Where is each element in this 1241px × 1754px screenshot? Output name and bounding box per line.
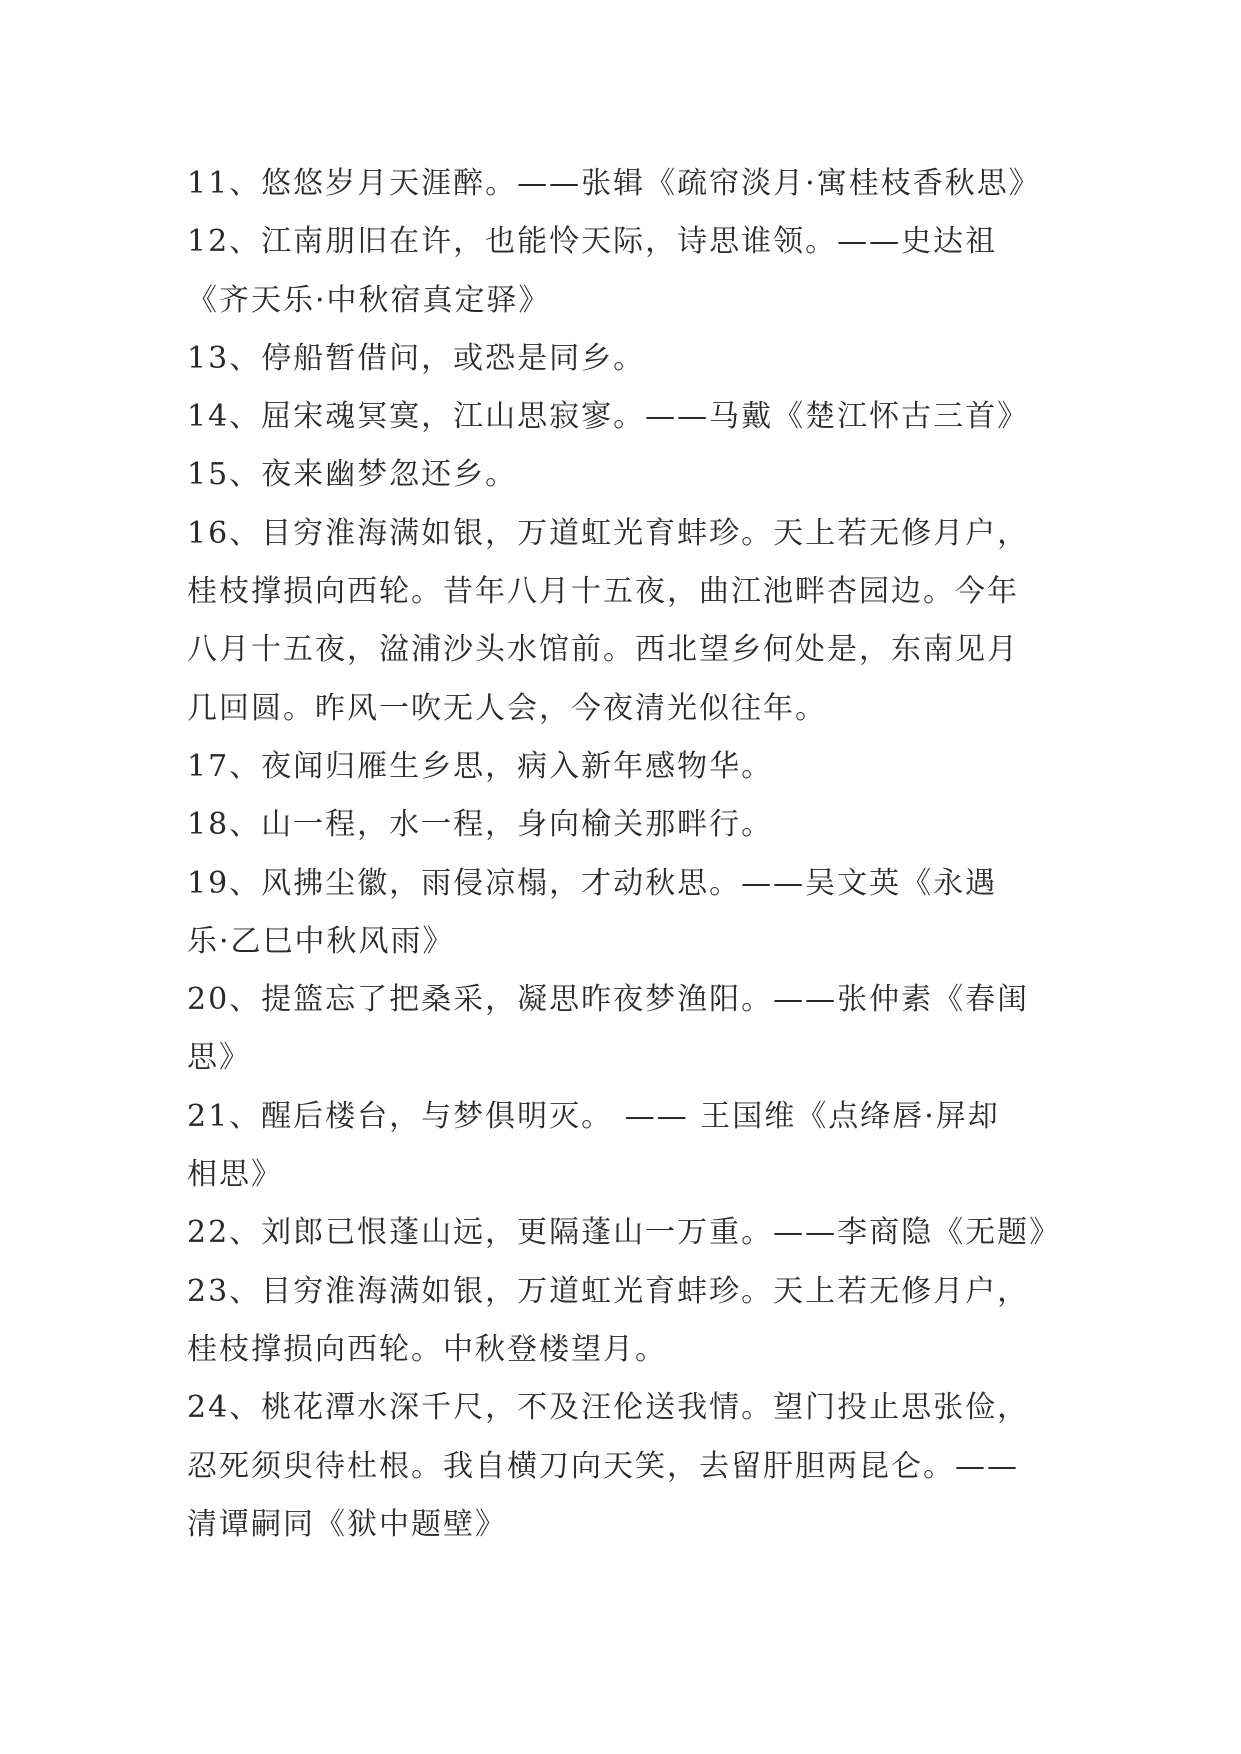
text-line: 13、停船暂借问，或恐是同乡。 — [187, 340, 646, 376]
text-line: 《齐天乐·中秋宿真定驿》 — [187, 282, 551, 318]
text-line: 桂枝撑损向西轮。昔年八月十五夜，曲江池畔杏园边。今年 — [187, 574, 1019, 610]
text-line: 16、目穷淮海满如银，万道虹光育蚌珍。天上若无修月户， — [187, 515, 1030, 551]
text-line: 23、目穷淮海满如银，万道虹光育蚌珍。天上若无修月户， — [187, 1273, 1030, 1309]
text-line: 几回圆。昨风一吹无人会，今夜清光似往年。 — [187, 690, 827, 726]
text-line: 20、提篮忘了把桑采，凝思昨夜梦渔阳。——张仲素《春闺 — [187, 982, 1030, 1018]
text-line: 12、江南朋旧在许，也能怜天际，诗思谁领。——史达祖 — [187, 224, 998, 260]
text-line: 乐·乙巳中秋风雨》 — [187, 923, 455, 959]
text-line: 11、悠悠岁月天涯醉。——张辑《疏帘淡月·寓桂枝香秋思》 — [187, 166, 1041, 201]
document-body — [187, 155, 1067, 1554]
text-line: 22、刘郎已恨蓬山远，更隔蓬山一万重。——李商隐《无题》 — [187, 1215, 1062, 1251]
text-line: 相思》 — [187, 1157, 283, 1193]
text-line: 忍死须臾待杜根。我自横刀向天笑，去留肝胆两昆仑。—— — [187, 1448, 1019, 1484]
text-line: 清谭嗣同《狱中题壁》 — [187, 1506, 507, 1542]
text-line: 八月十五夜，湓浦沙头水馆前。西北望乡何处是，东南见月 — [187, 632, 1019, 668]
text-line: 21、醒后楼台，与梦俱明灭。 —— 王国维《点绛唇·屏却 — [187, 1098, 1000, 1134]
text-line: 15、夜来幽梦忽还乡。 — [187, 457, 518, 493]
text-line: 18、山一程，水一程，身向榆关那畔行。 — [187, 807, 774, 843]
text-line: 24、桃花潭水深千尺，不及汪伦送我情。望门投止思张俭， — [187, 1390, 1030, 1426]
text-line: 19、风拂尘徽，雨侵凉榻，才动秋思。——吴文英《永遇 — [187, 865, 998, 901]
text-line: 17、夜闻归雁生乡思，病入新年感物华。 — [187, 748, 774, 784]
text-line: 思》 — [187, 1040, 251, 1076]
text-line: 14、屈宋魂冥寞，江山思寂寥。——马戴《楚江怀古三首》 — [187, 399, 1030, 435]
text-line: 桂枝撑损向西轮。中秋登楼望月。 — [187, 1331, 667, 1367]
